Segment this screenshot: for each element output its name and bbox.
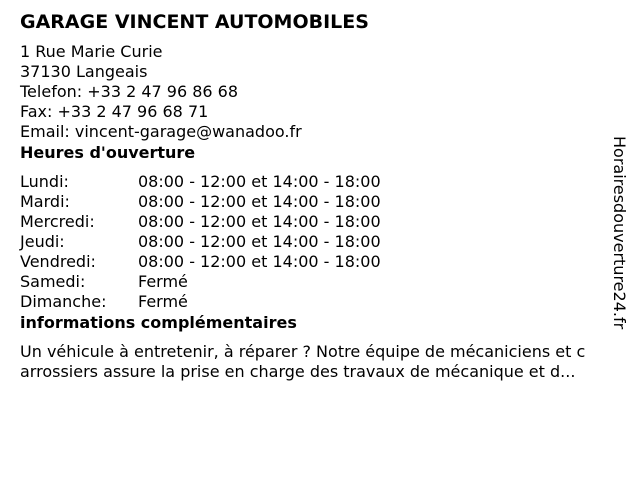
info-line-2: arrossiers assure la prise en charge des travaux de mécanique et d... xyxy=(20,362,576,381)
site-watermark: Horairesdouverture24.fr xyxy=(610,136,629,330)
street-address: 1 Rue Marie Curie xyxy=(20,42,163,61)
business-card xyxy=(20,10,620,382)
day-hours: 08:00 - 12:00 et 14:00 - 18:00 xyxy=(138,252,381,271)
day-hours: Fermé xyxy=(138,292,188,311)
email-address: Email: vincent-garage@wanadoo.fr xyxy=(20,122,302,141)
city-postcode: 37130 Langeais xyxy=(20,62,148,81)
day-label: Samedi: xyxy=(20,272,86,291)
hours-row-vendredi xyxy=(20,252,620,272)
day-label: Jeudi: xyxy=(20,232,65,251)
hours-row-dimanche xyxy=(20,292,620,312)
fax-number: Fax: +33 2 47 96 68 71 xyxy=(20,102,209,121)
info-description xyxy=(20,342,640,382)
hours-row-mardi xyxy=(20,192,620,212)
day-hours: 08:00 - 12:00 et 14:00 - 18:00 xyxy=(138,192,381,211)
phone-number: Telefon: +33 2 47 96 86 68 xyxy=(20,82,239,101)
day-label: Dimanche: xyxy=(20,292,107,311)
hours-row-lundi xyxy=(20,172,620,192)
day-label: Mardi: xyxy=(20,192,70,211)
contact-block xyxy=(20,42,620,142)
hours-row-samedi xyxy=(20,272,620,292)
day-hours: Fermé xyxy=(138,272,188,291)
opening-hours-table xyxy=(20,172,620,312)
day-hours: 08:00 - 12:00 et 14:00 - 18:00 xyxy=(138,172,381,191)
info-line-1: Un véhicule à entretenir, à réparer ? Notre équipe de mécaniciens et c xyxy=(20,342,586,361)
hours-row-jeudi xyxy=(20,232,620,252)
hours-row-mercredi xyxy=(20,212,620,232)
business-name: GARAGE VINCENT AUTOMOBILES xyxy=(20,11,369,33)
info-heading: informations complémentaires xyxy=(20,313,297,332)
day-label: Lundi: xyxy=(20,172,69,191)
day-label: Mercredi: xyxy=(20,212,95,231)
day-label: Vendredi: xyxy=(20,252,96,271)
hours-heading: Heures d'ouverture xyxy=(20,143,196,162)
day-hours: 08:00 - 12:00 et 14:00 - 18:00 xyxy=(138,212,381,231)
day-hours: 08:00 - 12:00 et 14:00 - 18:00 xyxy=(138,232,381,251)
